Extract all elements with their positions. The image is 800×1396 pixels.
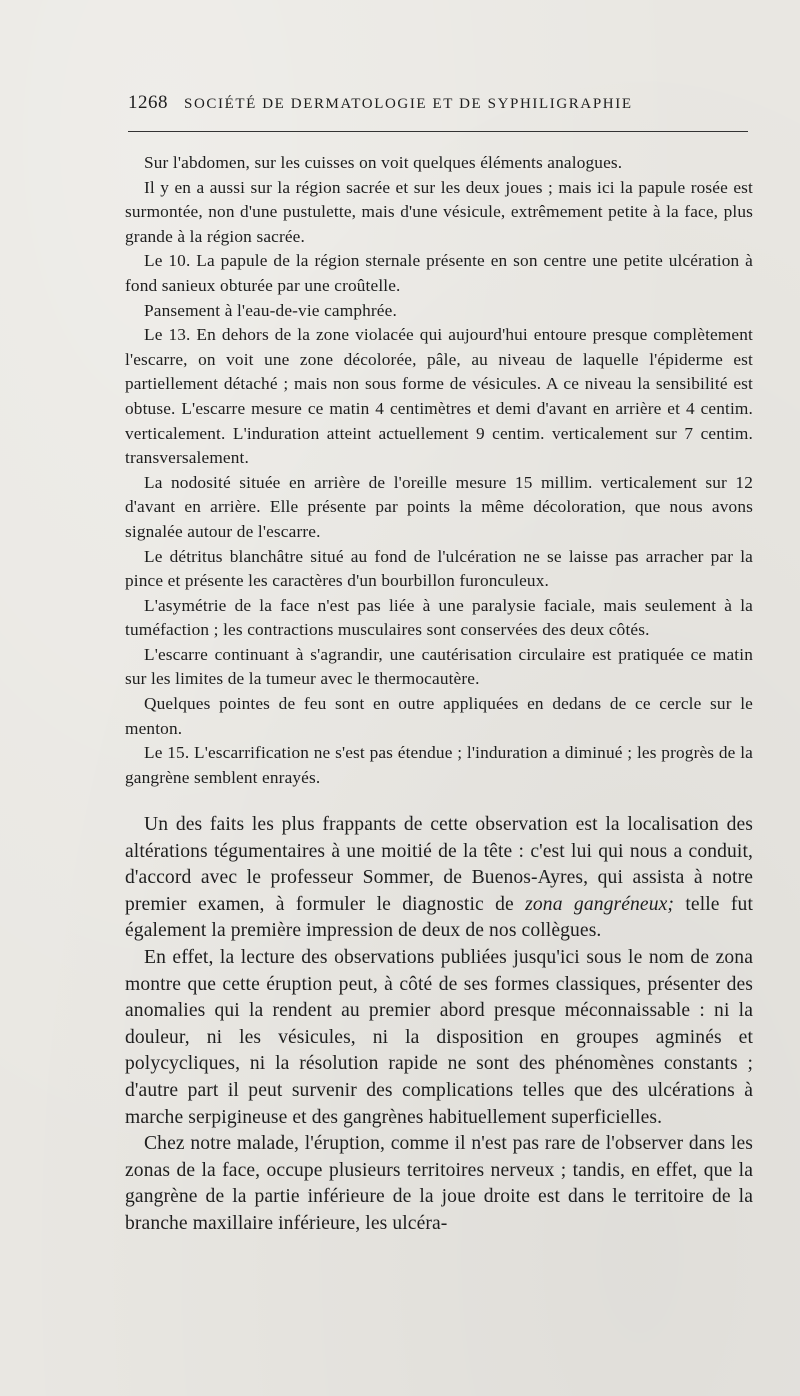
paragraph: La nodosité située en arrière de l'oreille mesure 15 millim. verticalement sur 12 d'avant en arrière. Elle présente par points la même décoloration, que nous avons signalée autour de l'escarre.	[125, 472, 753, 541]
paragraph	[125, 812, 753, 945]
paragraph-text: Un des faits les plus frappants de cette observation est la localisation des altérations tégumentaires à une moitié de la tête : c'est lui qui nous a conduit, d'accord avec le professeur Sommer, de Buenos-Ayres, qui assista à notre premier examen, à formuler le diagnostic de	[125, 814, 753, 915]
paragraph: Le 13. En dehors de la zone violacée qui aujourd'hui entoure presque complètement l'escarre, on voit une zone décolorée, pâle, au niveau de laquelle l'épiderme est partiellement détaché ; mais non sous forme de vésicules. A ce niveau la sensibilité est obtuse. L'escarre mesure ce matin 4 centimètres et demi d'avant en arrière et 4 centim. verticalement. L'induration atteint actuellement 9 centim. verticalement sur 7 centim. transversalement.	[125, 325, 753, 468]
paragraph: Le détritus blanchâtre situé au fond de l'ulcération ne se laisse pas arracher par la pince et présente les caractères d'un bourbillon furonculeux.	[125, 546, 753, 591]
running-title: SOCIÉTÉ DE DERMATOLOGIE ET DE SYPHILIGRAPHIE	[184, 96, 633, 112]
paragraph: Quelques pointes de feu sont en outre appliquées en dedans de ce cercle sur le menton.	[125, 694, 753, 738]
italic-term: zona gangréneux;	[525, 893, 675, 915]
case-notes-section	[125, 151, 753, 790]
page-number: 1268	[128, 92, 168, 113]
header-rule	[128, 131, 748, 132]
paragraph: En effet, la lecture des observations publiées jusqu'ici sous le nom de zona montre que cette éruption peut, à côté de ses formes classiques, présenter des anomalies qui la rendent au premier abord presque méconnaissable : ni la douleur, ni les vésicules, ni la disposition en groupes agminés et polycycliques, ni la résolution rapide ne sont des phénomènes constants ; d'autre part il peut survenir des complications telles que des ulcérations à marche serpigineuse et des gangrènes habituellement superficielles.	[125, 946, 753, 1128]
page-header	[128, 92, 748, 122]
discussion-section	[125, 812, 753, 1238]
paragraph: Pansement à l'eau-de-vie camphrée.	[144, 300, 397, 320]
paragraph: Il y en a aussi sur la région sacrée et sur les deux joues ; mais ici la papule rosée est surmontée, non d'une pustulette, mais d'une vésicule, extrêmement petite à la face, plus grande à la région sacrée.	[125, 177, 753, 246]
paragraph: Le 10. La papule de la région sternale présente en son centre une petite ulcération à fond sanieux obturée par une croûtelle.	[125, 251, 753, 295]
paragraph: Chez notre malade, l'éruption, comme il n'est pas rare de l'observer dans les zonas de la face, occupe plusieurs territoires nerveux ; tandis, en effet, que la gangrène de la partie inférieure de la joue droite est dans le territoire de la branche maxillaire inférieure, les ulcéra-	[125, 1133, 753, 1234]
paragraph-text: telle fut également la première impression de deux de nos collègues.	[125, 893, 753, 942]
paragraph: Sur l'abdomen, sur les cuisses on voit quelques éléments analogues.	[144, 153, 623, 172]
paragraph: L'asymétrie de la face n'est pas liée à une paralysie faciale, mais seulement à la tuméfaction ; les contractions musculaires sont conservées des deux côtés.	[125, 595, 753, 640]
paragraph: Le 15. L'escarrification ne s'est pas étendue ; l'induration a diminué ; les progrès de la gangrène semblent enrayés.	[125, 743, 753, 787]
paragraph: L'escarre continuant à s'agrandir, une cautérisation circulaire est pratiquée ce matin sur les limites de la tumeur avec le thermocautère.	[125, 644, 753, 689]
